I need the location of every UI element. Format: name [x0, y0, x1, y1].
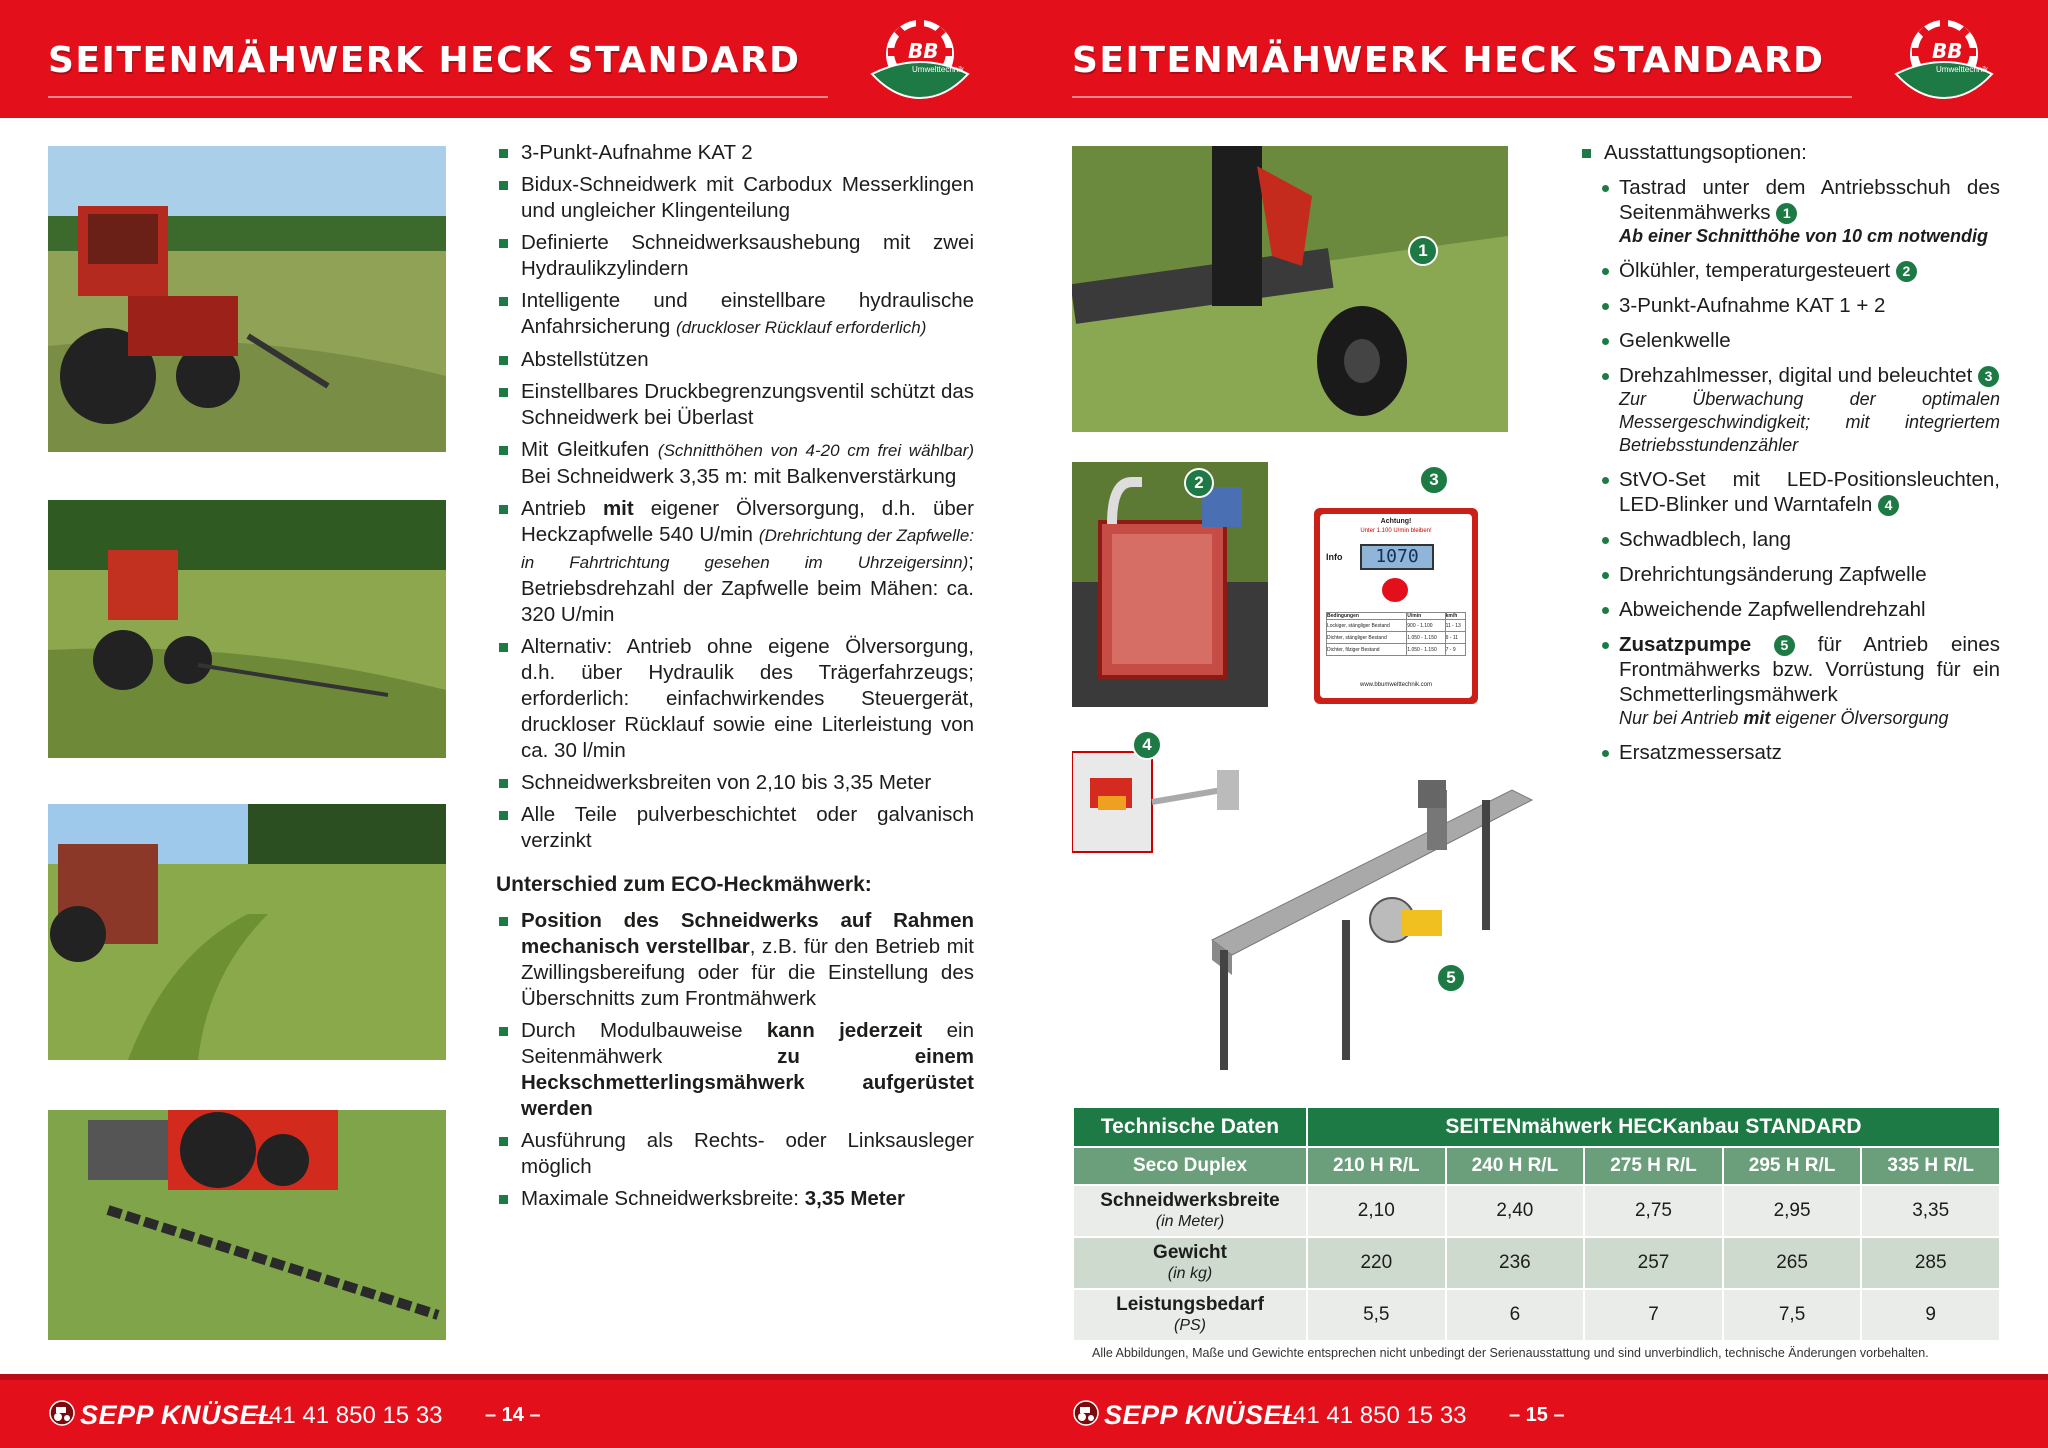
list-item: Ölkühler, temperaturgesteuert 2 — [1600, 258, 2000, 283]
table-row: Leistungsbedarf (PS) 5,5 6 7 7,5 9 — [1074, 1290, 1999, 1340]
table-header-left: Technische Daten — [1074, 1108, 1306, 1146]
list-item: Einstellbares Druckbegrenzungsventil schützt das Schneidwerk bei Überlast — [496, 379, 974, 431]
tractor-icon — [1072, 1400, 1100, 1426]
model-col: 275 H R/L — [1585, 1148, 1722, 1184]
logo-text: BB — [1932, 39, 1963, 63]
options-column — [1580, 140, 2000, 775]
list-item: StVO-Set mit LED-Positionsleuchten, LED-Blinker und Warntafeln 4 — [1600, 467, 2000, 517]
eco-heading: Unterschied zum ECO-Heckmähwerk: — [496, 873, 872, 896]
drehzahlmesser-device — [1314, 508, 1478, 704]
number-badge: 4 — [1878, 495, 1899, 516]
header-left — [0, 0, 1024, 118]
footer-phone: +41 41 850 15 33 — [255, 1402, 443, 1429]
footer-phone: +41 41 850 15 33 — [1279, 1402, 1467, 1429]
title-underline — [48, 96, 828, 98]
counter-logo — [1382, 578, 1408, 602]
table-row: Schneidwerksbreite (in Meter) 2,10 2,40 2,75 2,95 3,35 — [1074, 1186, 1999, 1236]
feature-list — [496, 140, 974, 854]
model-col: 335 H R/L — [1862, 1148, 1999, 1184]
page-title: SEITENMÄHWERK HECK STANDARD — [48, 40, 801, 81]
photo-oelkuehler — [1072, 462, 1268, 707]
model-label: Seco Duplex — [1074, 1148, 1306, 1184]
callout-4: 4 — [1132, 730, 1162, 760]
list-item: Ersatzmessersatz — [1600, 740, 2000, 765]
number-badge: 3 — [1978, 366, 1999, 387]
list-item: Antrieb mit eigener Ölversorgung, d.h. über Heckzapfwelle 540 U/min (Drehrichtung der Zapfwelle: in Fahrtrichtung gesehen im Uhrzeigersinn); Betriebsdrehzahl der Zapfwelle beim Mähen: ca. 320 U/min — [496, 496, 974, 628]
list-item: Abweichende Zapfwellendrehzahl — [1600, 597, 2000, 622]
header-right — [1024, 0, 2048, 118]
callout-1: 1 — [1408, 236, 1438, 266]
callout-5: 5 — [1436, 963, 1466, 993]
list-item: Gelenkwelle — [1600, 328, 2000, 353]
frame-drawing — [1072, 740, 1542, 1080]
callout-3: 3 — [1419, 465, 1449, 495]
tractor-icon — [48, 1400, 76, 1426]
list-item: Durch Modulbauweise kann jederzeit ein Seitenmähwerk zu einem Heckschmetterlingsmähwerk aufgerüstet werden — [496, 1018, 974, 1122]
model-col: 240 H R/L — [1447, 1148, 1584, 1184]
photo-tractor-cutterbar — [48, 1110, 446, 1340]
photo-tractor-meadow — [48, 804, 446, 1060]
eco-list — [496, 908, 974, 1212]
bb-logo — [1890, 14, 1998, 102]
list-item: Alle Teile pulverbeschichtet oder galvanisch verzinkt — [496, 802, 974, 854]
page-title: SEITENMÄHWERK HECK STANDARD — [1072, 40, 1825, 81]
callout-2: 2 — [1184, 468, 1214, 498]
counter-face — [1320, 514, 1472, 698]
disclaimer: Alle Abbildungen, Maße und Gewichte entsprechen nicht unbedingt der Serienausstattung und sind unverbindlich, technische Änderungen vorbehalten. — [1092, 1346, 1929, 1360]
counter-title: Achtung! — [1380, 518, 1412, 525]
counter-info-label: Info — [1326, 552, 1343, 562]
logo-sub: Umwelttechnik — [1936, 65, 1989, 74]
footer-brand: SEPP KNÜSEL — [1104, 1400, 1300, 1430]
logo-text: BB — [908, 39, 939, 63]
title-underline — [1072, 96, 1852, 98]
list-item: Definierte Schneidwerksaushebung mit zwei Hydraulikzylindern — [496, 230, 974, 282]
list-item: Drehzahlmesser, digital und beleuchtet 3 Zur Überwachung der optimalen Messergeschwindigkeit; mit integriertem Betriebsstundenzähler — [1600, 363, 2000, 457]
list-item: Alternativ: Antrieb ohne eigene Ölversorgung, d.h. über Hydraulik des Trägerfahrzeugs; erforderlich: einfachwirkendes Steuergerät, druckloser Rücklauf sowie eine Literleistung von ca. 30 l/min — [496, 634, 974, 764]
number-badge: 1 — [1776, 203, 1797, 224]
counter-table: Bedingungen U/min km/h Lockiger, stängliger Bestand 900 - 1.100 11 - 13 Dichter, stängliger Bestand 1.050 - 1.150 9 - 11 Dichter, filziger Bestand 1.050 - 1.150 7 - 9 — [1326, 612, 1466, 656]
model-col: 295 H R/L — [1724, 1148, 1861, 1184]
counter-url: www.bbumwelttechnik.com — [1359, 682, 1433, 688]
counter-subtitle: Unter 1.100 U/min bleiben! — [1360, 528, 1432, 534]
model-col: 210 H R/L — [1308, 1148, 1445, 1184]
footer-brand: SEPP KNÜSEL — [80, 1400, 276, 1430]
photo-tastrad — [1072, 146, 1508, 432]
list-item: 3-Punkt-Aufnahme KAT 2 — [496, 140, 974, 166]
table-header-right: SEITENmähwerk HECKanbau STANDARD — [1308, 1108, 1999, 1146]
list-item: Schwadblech, lang — [1600, 527, 2000, 552]
counter-display: 1070 — [1360, 544, 1434, 570]
tech-data-table — [1072, 1106, 2001, 1342]
list-item: Tastrad unter dem Antriebsschuh des Seitenmähwerks 1 Ab einer Schnitthöhe von 10 cm notwendig — [1600, 175, 2000, 248]
list-item: Ausführung als Rechts- oder Linksausleger möglich — [496, 1128, 974, 1180]
list-item: Mit Gleitkufen (Schnitthöhen von 4-20 cm frei wählbar) Bei Schneidwerk 3,35 m: mit Balkenverstärkung — [496, 437, 974, 490]
list-item: Maximale Schneidwerksbreite: 3,35 Meter — [496, 1186, 974, 1212]
number-badge: 2 — [1896, 261, 1917, 282]
table-row: Gewicht (in kg) 220 236 257 265 285 — [1074, 1238, 1999, 1288]
feature-column — [496, 140, 974, 1218]
list-item: Abstellstützen — [496, 347, 974, 373]
photo-tractor-field-mowing — [48, 500, 446, 758]
number-badge: 5 — [1774, 635, 1795, 656]
bb-logo — [866, 14, 974, 102]
page-number: – 15 – — [1509, 1404, 1565, 1426]
footer-left — [0, 1380, 1024, 1448]
photo-tractor-rear-mowing — [48, 146, 446, 452]
list-item: Position des Schneidwerks auf Rahmen mechanisch verstellbar, z.B. für den Betrieb mit Zwillingsbereifung oder für die Einstellung des Überschnitts zum Frontmähwerk — [496, 908, 974, 1012]
options-list — [1600, 175, 2000, 765]
list-item: Bidux-Schneidwerk mit Carbodux Messerklingen und ungleicher Klingenteilung — [496, 172, 974, 224]
list-item: Zusatzpumpe 5 für Antrieb eines Frontmähwerks bzw. Vorrüstung für ein Schmetterlingsmähwerk Nur bei Antrieb mit eigener Ölversorgung — [1600, 632, 2000, 730]
list-item: Schneidwerksbreiten von 2,10 bis 3,35 Meter — [496, 770, 974, 796]
options-heading: Ausstattungsoptionen: — [1580, 140, 2000, 165]
logo-sub: Umwelttechnik — [912, 65, 965, 74]
list-item: Drehrichtungsänderung Zapfwelle — [1600, 562, 2000, 587]
list-item: 3-Punkt-Aufnahme KAT 1 + 2 — [1600, 293, 2000, 318]
page-number: – 14 – — [485, 1404, 541, 1426]
footer-right — [1024, 1380, 2048, 1448]
list-item: Intelligente und einstellbare hydraulische Anfahrsicherung (druckloser Rücklauf erforderlich) — [496, 288, 974, 341]
